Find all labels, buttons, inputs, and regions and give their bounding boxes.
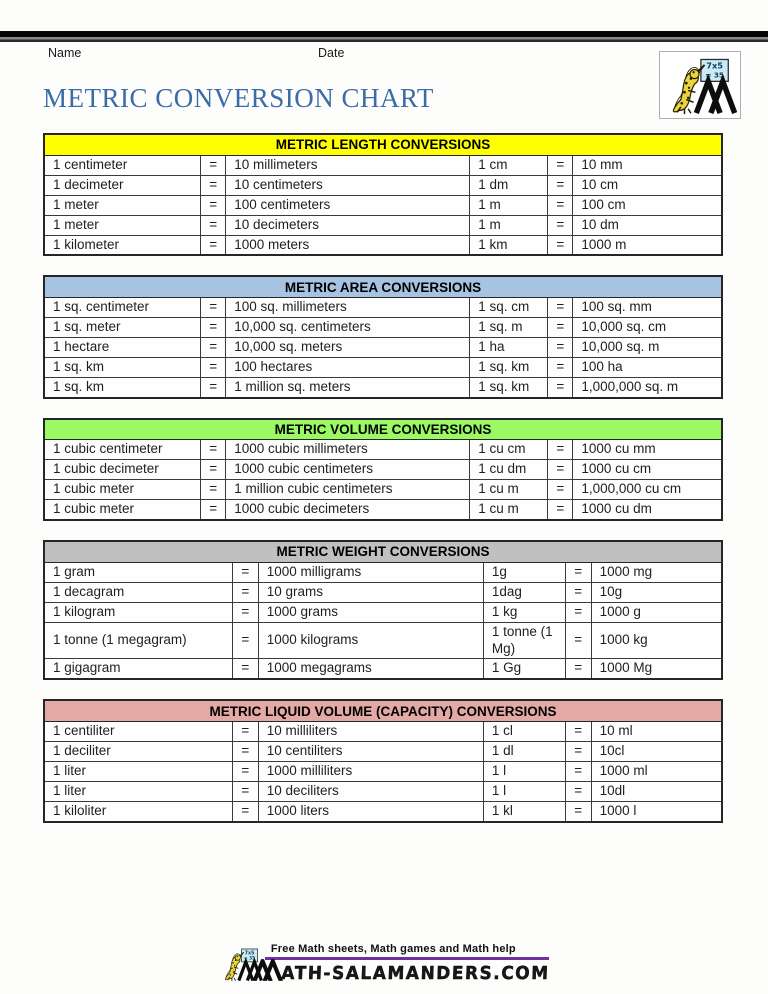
table-cell-abbr: 1 sq. km [470, 377, 548, 397]
table-cell-val: 10 centiliters [258, 741, 483, 761]
table-cell-abbr: 1 dl [483, 741, 565, 761]
conversion-table [43, 699, 723, 822]
table-cell-abbr-val: 1000 cu dm [573, 500, 722, 520]
table-cell-val: 1000 meters [226, 235, 470, 255]
table-row [44, 215, 722, 235]
table-row [44, 235, 722, 255]
table-cell-unit: 1 cubic meter [44, 480, 201, 500]
table-title: METRIC LENGTH CONVERSIONS [44, 134, 722, 155]
table-cell-eq: = [201, 215, 226, 235]
table-cell-abbr: 1 dm [470, 175, 548, 195]
table-row [44, 622, 722, 659]
table-cell-val: 1000 megagrams [258, 659, 483, 679]
table-row [44, 801, 722, 821]
table-cell-abbr-val: 10 dm [573, 215, 722, 235]
table-cell-val: 1000 cubic centimeters [226, 460, 470, 480]
table-cell-val: 1000 cubic decimeters [226, 500, 470, 520]
table-cell-eq: = [232, 721, 258, 741]
name-field-label: Name [48, 46, 82, 60]
table-row [44, 480, 722, 500]
table-cell-abbr: 1dag [483, 582, 565, 602]
table-row [44, 659, 722, 679]
table-title: METRIC LIQUID VOLUME (CAPACITY) CONVERSIONS [44, 700, 722, 721]
table-cell-unit: 1 sq. km [44, 357, 201, 377]
table-cell-val: 1000 milligrams [258, 562, 483, 582]
table-cell-eq: = [565, 801, 591, 821]
table-cell-val: 10,000 sq. meters [226, 337, 470, 357]
table-cell-abbr: 1g [483, 562, 565, 582]
table-cell-abbr-val: 100 sq. mm [573, 297, 722, 317]
table-cell-val: 100 centimeters [226, 195, 470, 215]
table-cell-abbr: 1 l [483, 761, 565, 781]
table-cell-eq: = [201, 357, 226, 377]
table-cell-eq: = [201, 337, 226, 357]
table-cell-unit: 1 kiloliter [44, 801, 232, 821]
conversion-table [43, 275, 723, 398]
table-row [44, 781, 722, 801]
table-cell-abbr-val: 10 cm [573, 175, 722, 195]
table-cell-abbr: 1 kl [483, 801, 565, 821]
table-cell-val: 1000 kilograms [258, 622, 483, 659]
table-cell-abbr-val: 10 ml [591, 721, 722, 741]
footer-site-name [265, 957, 549, 983]
table-cell-unit: 1 kilometer [44, 235, 201, 255]
table-cell-unit: 1 kilogram [44, 602, 232, 622]
footer-logo [219, 941, 549, 985]
table-cell-eq: = [565, 659, 591, 679]
table-cell-val: 10 deciliters [258, 781, 483, 801]
conversion-table [43, 540, 723, 680]
table-cell-eq: = [201, 155, 226, 175]
table-cell-eq: = [548, 500, 573, 520]
table-cell-eq: = [565, 761, 591, 781]
table-row [44, 582, 722, 602]
table-cell-eq: = [201, 500, 226, 520]
table-cell-abbr-val: 1000 l [591, 801, 722, 821]
table-cell-abbr-val: 1,000,000 cu cm [573, 480, 722, 500]
table-cell-eq: = [232, 781, 258, 801]
table-cell-eq: = [201, 175, 226, 195]
table-cell-unit: 1 deciliter [44, 741, 232, 761]
table-cell-abbr: 1 cu m [470, 480, 548, 500]
table-cell-unit: 1 centiliter [44, 721, 232, 741]
table-cell-eq: = [548, 235, 573, 255]
table-cell-unit: 1 sq. km [44, 377, 201, 397]
table-cell-abbr-val: 1000 cu cm [573, 460, 722, 480]
table-row [44, 440, 722, 460]
table-cell-eq: = [232, 602, 258, 622]
table-cell-abbr: 1 sq. cm [470, 297, 548, 317]
table-cell-abbr-val: 10g [591, 582, 722, 602]
table-cell-unit: 1 meter [44, 215, 201, 235]
table-cell-abbr: 1 m [470, 195, 548, 215]
table-cell-abbr: 1 cu cm [470, 440, 548, 460]
table-cell-eq: = [201, 377, 226, 397]
conversion-table [43, 133, 723, 256]
table-cell-val: 1 million sq. meters [226, 377, 470, 397]
table-cell-eq: = [548, 317, 573, 337]
table-cell-abbr: 1 m [470, 215, 548, 235]
table-cell-val: 1000 liters [258, 801, 483, 821]
table-cell-val: 10 decimeters [226, 215, 470, 235]
table-cell-eq: = [232, 801, 258, 821]
table-cell-val: 1000 cubic millimeters [226, 440, 470, 460]
table-cell-eq: = [548, 297, 573, 317]
table-cell-eq: = [548, 440, 573, 460]
table-cell-abbr: 1 cl [483, 721, 565, 741]
table-cell-unit: 1 sq. centimeter [44, 297, 201, 317]
table-row [44, 500, 722, 520]
table-cell-eq: = [201, 480, 226, 500]
table-cell-abbr-val: 10 mm [573, 155, 722, 175]
table-cell-eq: = [548, 357, 573, 377]
table-title: METRIC AREA CONVERSIONS [44, 276, 722, 297]
tables-root [43, 133, 723, 842]
table-cell-eq: = [548, 480, 573, 500]
m-logo-icon [253, 957, 283, 983]
table-cell-eq: = [232, 562, 258, 582]
table-cell-eq: = [565, 622, 591, 659]
table-row [44, 460, 722, 480]
table-cell-abbr: 1 sq. m [470, 317, 548, 337]
table-row [44, 297, 722, 317]
table-cell-eq: = [201, 297, 226, 317]
table-cell-eq: = [565, 721, 591, 741]
table-cell-abbr: 1 l [483, 781, 565, 801]
table-title: METRIC VOLUME CONVERSIONS [44, 419, 722, 440]
table-cell-val: 10 millimeters [226, 155, 470, 175]
footer [0, 941, 768, 985]
table-cell-abbr: 1 cu dm [470, 460, 548, 480]
table-row [44, 155, 722, 175]
table-cell-abbr-val: 100 cm [573, 195, 722, 215]
table-row [44, 195, 722, 215]
table-cell-unit: 1 liter [44, 761, 232, 781]
table-cell-abbr-val: 1000 ml [591, 761, 722, 781]
top-rule-bar [0, 31, 768, 42]
table-cell-eq: = [201, 195, 226, 215]
table-cell-eq: = [565, 562, 591, 582]
table-cell-unit: 1 cubic meter [44, 500, 201, 520]
table-cell-eq: = [548, 155, 573, 175]
table-row [44, 562, 722, 582]
table-row [44, 357, 722, 377]
table-cell-eq: = [232, 582, 258, 602]
date-field-label: Date [318, 46, 345, 60]
table-cell-eq: = [565, 582, 591, 602]
table-cell-abbr: 1 cu m [470, 500, 548, 520]
table-cell-eq: = [201, 440, 226, 460]
table-cell-eq: = [201, 460, 226, 480]
table-cell-unit: 1 tonne (1 megagram) [44, 622, 232, 659]
table-cell-abbr: 1 km [470, 235, 548, 255]
table-title: METRIC WEIGHT CONVERSIONS [44, 541, 722, 562]
table-cell-eq: = [548, 175, 573, 195]
table-row [44, 317, 722, 337]
footer-tagline: Free Math sheets, Math games and Math help [270, 943, 516, 955]
table-cell-abbr-val: 1000 mg [591, 562, 722, 582]
table-cell-abbr: 1 ha [470, 337, 548, 357]
table-cell-abbr: 1 cm [470, 155, 548, 175]
table-cell-abbr: 1 Gg [483, 659, 565, 679]
table-row [44, 337, 722, 357]
table-cell-abbr-val: 1000 m [573, 235, 722, 255]
table-row [44, 175, 722, 195]
salamander-logo-icon [662, 54, 738, 116]
table-cell-eq: = [548, 195, 573, 215]
table-cell-abbr: 1 sq. km [470, 357, 548, 377]
table-cell-unit: 1 gigagram [44, 659, 232, 679]
table-cell-abbr-val: 1000 cu mm [573, 440, 722, 460]
conversion-table [43, 418, 723, 521]
table-cell-eq: = [201, 317, 226, 337]
table-row [44, 761, 722, 781]
footer-text-block [265, 941, 549, 983]
table-cell-abbr-val: 10,000 sq. cm [573, 317, 722, 337]
table-cell-unit: 1 sq. meter [44, 317, 201, 337]
table-cell-eq: = [548, 460, 573, 480]
table-cell-eq: = [565, 741, 591, 761]
table-cell-val: 10,000 sq. centimeters [226, 317, 470, 337]
table-cell-eq: = [232, 761, 258, 781]
page-title: METRIC CONVERSION CHART [43, 83, 434, 113]
table-cell-abbr-val: 1,000,000 sq. m [573, 377, 722, 397]
table-cell-val: 100 sq. millimeters [226, 297, 470, 317]
table-cell-val: 1000 grams [258, 602, 483, 622]
table-cell-abbr: 1 kg [483, 602, 565, 622]
table-cell-unit: 1 cubic decimeter [44, 460, 201, 480]
table-cell-unit: 1 hectare [44, 337, 201, 357]
table-cell-abbr-val: 100 ha [573, 357, 722, 377]
table-cell-val: 10 centimeters [226, 175, 470, 195]
table-cell-eq: = [548, 337, 573, 357]
table-row [44, 377, 722, 397]
table-cell-eq: = [201, 235, 226, 255]
table-cell-abbr-val: 1000 g [591, 602, 722, 622]
table-cell-abbr: 1 tonne (1 Mg) [483, 622, 565, 659]
table-cell-unit: 1 decimeter [44, 175, 201, 195]
table-cell-eq: = [232, 659, 258, 679]
table-cell-val: 100 hectares [226, 357, 470, 377]
table-cell-val: 1 million cubic centimeters [226, 480, 470, 500]
table-cell-unit: 1 decagram [44, 582, 232, 602]
table-row [44, 741, 722, 761]
table-cell-eq: = [232, 622, 258, 659]
table-cell-unit: 1 centimeter [44, 155, 201, 175]
table-cell-abbr-val: 10,000 sq. m [573, 337, 722, 357]
table-cell-abbr-val: 1000 Mg [591, 659, 722, 679]
table-cell-eq: = [565, 781, 591, 801]
site-logo [659, 51, 741, 119]
table-row [44, 721, 722, 741]
table-cell-val: 10 milliliters [258, 721, 483, 741]
table-cell-eq: = [565, 602, 591, 622]
table-row [44, 602, 722, 622]
table-cell-unit: 1 gram [44, 562, 232, 582]
table-cell-eq: = [232, 741, 258, 761]
table-cell-val: 10 grams [258, 582, 483, 602]
table-cell-abbr-val: 10cl [591, 741, 722, 761]
table-cell-abbr-val: 10dl [591, 781, 722, 801]
table-cell-abbr-val: 1000 kg [591, 622, 722, 659]
footer-site-text: ATH-SALAMANDERS.COM [280, 963, 550, 985]
table-cell-eq: = [548, 215, 573, 235]
table-cell-unit: 1 liter [44, 781, 232, 801]
table-cell-val: 1000 milliliters [258, 761, 483, 781]
table-cell-eq: = [548, 377, 573, 397]
table-cell-unit: 1 cubic centimeter [44, 440, 201, 460]
table-cell-unit: 1 meter [44, 195, 201, 215]
